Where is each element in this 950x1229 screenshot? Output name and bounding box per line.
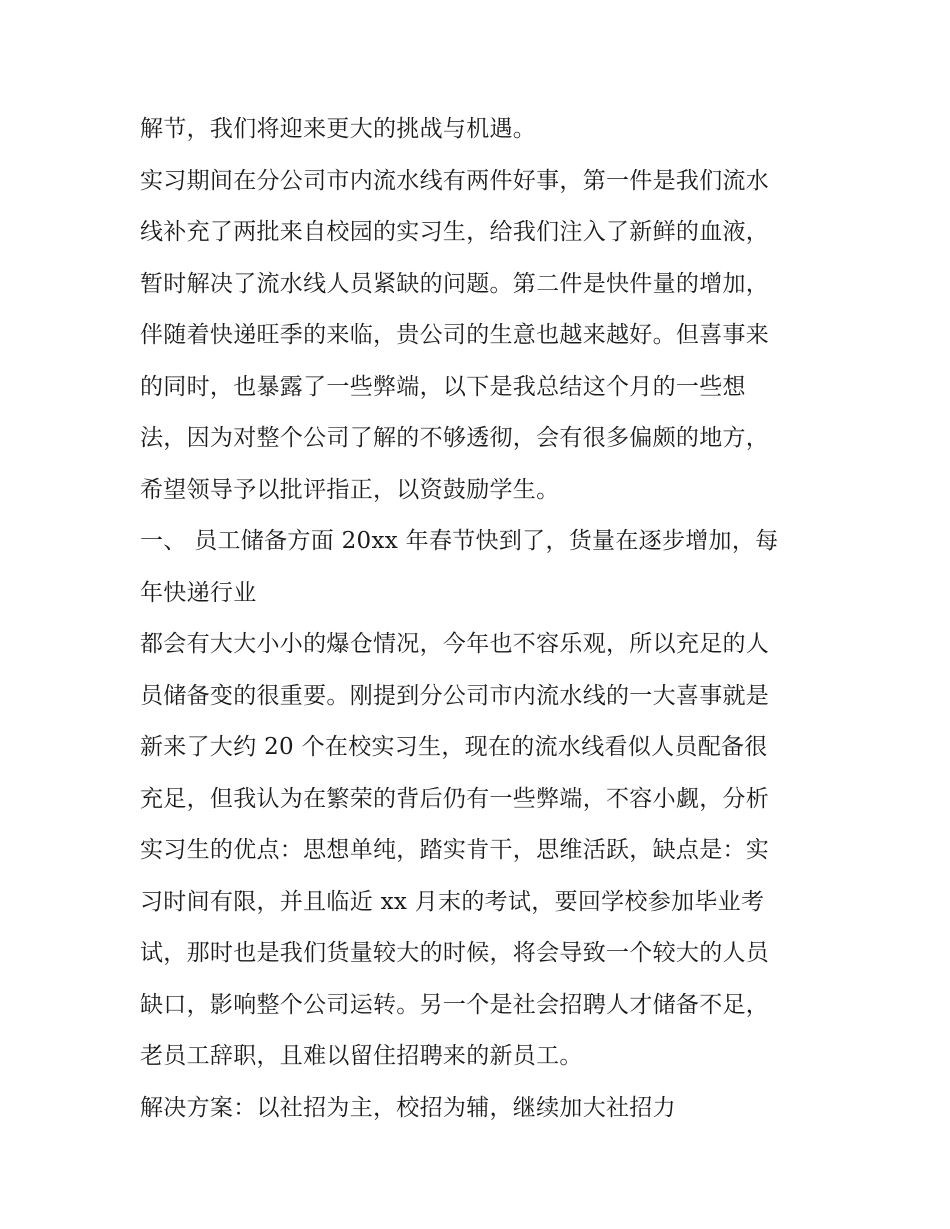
text-line: 解节，我们将迎来更大的挑战与机遇。 (140, 116, 537, 142)
text-line: 年快递行业 (140, 579, 257, 606)
document-body (140, 104, 820, 1134)
text-line: 暂时解决了流水线人员紧缺的问题。第二件是快件量的增加， (140, 270, 770, 297)
text-line: 新来了大约 20 个在校实习生，现在的流水线看似人员配备很 (140, 734, 768, 760)
text-line: 线补充了两批来自校园的实习生，给我们注入了新鲜的血液， (140, 219, 770, 245)
text-line: 缺口，影响整个公司运转。另一个是社会招聘人才储备不足， (140, 991, 770, 1018)
text-line: 的同时，也暴露了一些弊端，以下是我总结这个月的一些想 (140, 373, 746, 400)
text-line: 试，那时也是我们货量较大的时候，将会导致一个较大的人员 (140, 940, 770, 966)
text-line: 法，因为对整个公司了解的不够透彻，会有很多偏颇的地方， (140, 425, 770, 451)
text-line: 习时间有限，并且临近 xx 月末的考试，要回学校参加毕业考 (140, 888, 765, 915)
text-line: 都会有大大小小的爆仓情况，今年也不容乐观，所以充足的人 (140, 631, 770, 657)
text-line: 老员工辞职，且难以留住招聘来的新员工。 (140, 1043, 583, 1069)
text-line: 员储备变的很重要。刚提到分公司市内流水线的一大喜事就是 (140, 682, 770, 709)
text-line: 实习生的优点：思想单纯，踏实肯干，思维活跃，缺点是：实 (140, 837, 770, 863)
text-line: 希望领导予以批评指正，以资鼓励学生。 (140, 476, 560, 503)
text-line: 伴随着快递旺季的来临，贵公司的生意也越来越好。但喜事来 (140, 322, 770, 348)
text-line: 实习期间在分公司市内流水线有两件好事，第一件是我们流水 (140, 167, 770, 194)
text-line: 解决方案：以社招为主，校招为辅，继续加大社招力 (140, 1094, 676, 1121)
text-line: 充足，但我认为在繁荣的背后仍有一些弊端，不容小觑，分析 (140, 785, 770, 812)
text-line: 一、 员工储备方面 20xx 年春节快到了，货量在逐步增加，每 (140, 528, 779, 554)
